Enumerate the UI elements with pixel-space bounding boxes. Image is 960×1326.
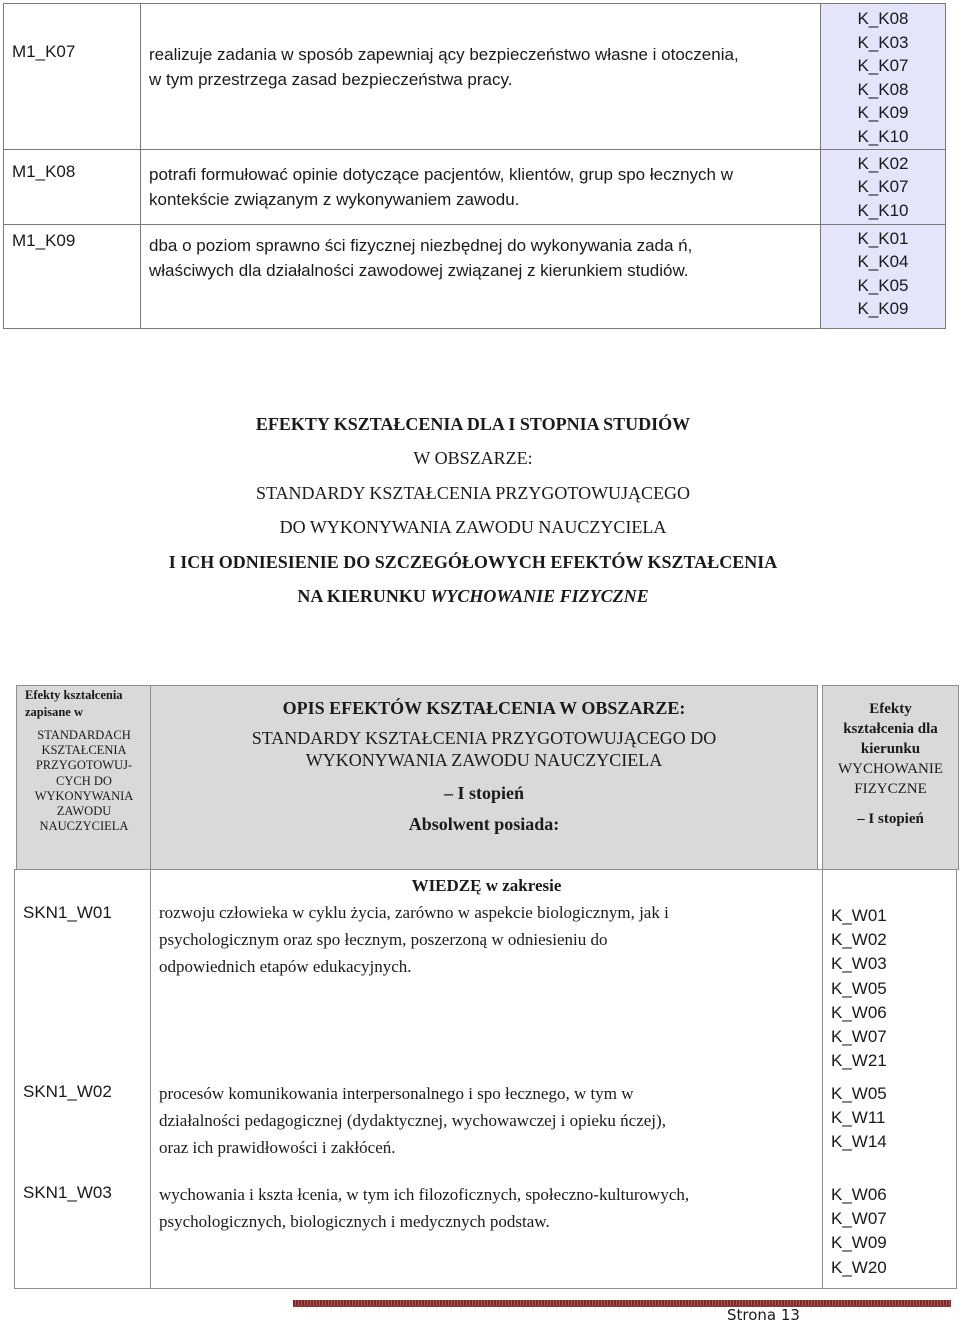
knowledge-table xyxy=(14,869,957,1289)
code-text: SKN1_W01 xyxy=(23,903,112,922)
description-line: procesów komunikowania interpersonalnego i spo łecznego, w tym w xyxy=(159,1084,634,1103)
page-number: Strona 13 xyxy=(727,1306,800,1324)
section-label-text: WIEDZĘ w zakresie xyxy=(411,876,562,895)
knowledge-section-label xyxy=(151,870,823,899)
header-field xyxy=(823,759,958,799)
row-refs xyxy=(823,1178,957,1288)
header-label-line: Efekty kształcenia xyxy=(25,688,123,702)
header-outcomes-line: kierunku xyxy=(860,741,921,757)
description-line: psychologicznym oraz spo łecznym, poszerzoną w odniesieniu do xyxy=(159,930,608,949)
ref-code: K_K05 xyxy=(857,275,909,295)
header-sublabel xyxy=(17,728,151,834)
row-description xyxy=(141,224,821,328)
ref-code: K_K09 xyxy=(857,299,909,319)
footer-rule-underline xyxy=(293,1305,951,1307)
header-sublabel-line: WYKONYWANIA xyxy=(34,788,134,803)
ref-code: K_W20 xyxy=(831,1257,887,1277)
description-line: odpowiednich etapów edukacyjnych. xyxy=(159,957,412,976)
code-text: M1_K07 xyxy=(12,42,76,61)
header-outcomes-line: Efekty xyxy=(869,701,912,717)
ref-code: K_W06 xyxy=(831,1185,887,1204)
degree-level: – I stopień xyxy=(857,811,924,827)
row-description xyxy=(141,149,821,224)
row-code xyxy=(4,224,141,328)
heading-line: EFEKTY KSZTAŁCENIA DLA I STOPNIA STUDIÓW xyxy=(255,414,691,434)
row-code xyxy=(15,1079,151,1178)
ref-code: K_W05 xyxy=(831,978,887,998)
row-code xyxy=(15,870,151,1080)
header-subtitle-line: WYKONYWANIA ZAWODU NAUCZYCIELA xyxy=(305,750,663,770)
heading-line xyxy=(0,579,946,613)
header-description-column xyxy=(150,685,818,870)
heading-line: DO WYKONYWANIA ZAWODU NAUCZYCIELA xyxy=(279,517,667,538)
ref-code: K_K09 xyxy=(857,103,909,123)
heading-line: I ICH ODNIESIENIE DO SZCZEGÓŁOWYCH EFEKTÓW KSZTAŁCENIA xyxy=(168,551,778,572)
header-outcomes-label xyxy=(823,699,958,759)
degree-level: – I stopień xyxy=(443,783,524,803)
header-title: OPIS EFEKTÓW KSZTAŁCENIA W OBSZARZE: xyxy=(282,698,686,718)
section-heading xyxy=(0,407,946,613)
header-label xyxy=(17,686,151,721)
description-line: potrafi formułować opinie dotyczące pacjentów, klientów, grup spo łecznych w xyxy=(149,164,733,184)
ref-code: K_W06 xyxy=(831,1002,887,1022)
description-line: kontekście związanym z wykonywaniem zawodu. xyxy=(149,189,520,209)
header-standards-column xyxy=(16,685,152,870)
row-description xyxy=(151,898,823,1079)
code-text: SKN1_W03 xyxy=(23,1183,112,1202)
header-sublabel-line: ZAWODU xyxy=(56,804,112,819)
ref-code: K_K08 xyxy=(857,79,909,99)
row-refs xyxy=(821,149,946,224)
ref-code: K_W01 xyxy=(831,906,887,925)
description-line: dba o poziom sprawno ści fizycznej niezbędnej do wykonywania zada ń, xyxy=(149,235,693,255)
ref-code: K_K07 xyxy=(857,56,909,76)
header-label-line: zapisane w xyxy=(25,705,83,719)
description-line: psychologicznych, biologicznych i medycznych podstaw. xyxy=(159,1212,550,1231)
ref-code: K_W14 xyxy=(831,1132,887,1152)
ref-code: K_K08 xyxy=(857,9,909,28)
heading-line: STANDARDY KSZTAŁCENIA PRZYGOTOWUJĄCEGO xyxy=(255,482,691,503)
ref-code: K_W11 xyxy=(831,1108,886,1128)
description-line: wychowania i kszta łcenia, w tym ich filozoficznych, społeczno-kulturowych, xyxy=(159,1185,690,1204)
ref-code: K_W21 xyxy=(831,1051,887,1071)
ref-code: K_K10 xyxy=(857,200,909,220)
row-refs xyxy=(823,1079,957,1178)
header-sublabel-line: CYCH DO xyxy=(56,773,112,788)
row-description xyxy=(141,4,821,150)
row-refs xyxy=(821,224,946,328)
row-refs xyxy=(821,4,946,150)
ref-code: K_W02 xyxy=(831,930,887,950)
graduate-label: Absolwent posiada: xyxy=(408,814,560,834)
description-line: rozwoju człowieka w cyklu życia, zarówno w aspekcie biologicznym, jak i xyxy=(159,903,669,922)
ref-code: K_W09 xyxy=(831,1233,887,1253)
header-field-line: WYCHOWANIE xyxy=(838,761,943,777)
code-text: SKN1_W02 xyxy=(23,1082,112,1101)
header-field-line: FIZYCZNE xyxy=(854,781,927,797)
header-outcomes-column xyxy=(822,685,959,870)
header-subtitle-line: STANDARDY KSZTAŁCENIA PRZYGOTOWUJĄCEGO DO xyxy=(251,728,717,748)
description-line: właściwych dla działalności zawodowej związanej z kierunkiem studiów. xyxy=(149,260,689,280)
ref-code: K_W07 xyxy=(831,1027,887,1047)
row-description xyxy=(151,1178,823,1288)
field-of-study: WYCHOWANIE FIZYCZNE xyxy=(430,586,649,607)
header-outcomes-line: kształcenia dla xyxy=(843,721,938,737)
row-refs xyxy=(823,870,957,1080)
ref-code: K_W05 xyxy=(831,1084,887,1103)
description-line: działalności pedagogicznej (dydaktycznej, wychowawczej i opieku ńczej), xyxy=(159,1111,666,1130)
ref-code: K_K03 xyxy=(857,32,909,52)
ref-code: K_K07 xyxy=(857,177,909,197)
header-sublabel-line: STANDARDACH xyxy=(37,728,131,742)
row-description xyxy=(151,1079,823,1178)
header-sublabel-line: KSZTAŁCENIA xyxy=(41,743,127,758)
row-code xyxy=(15,1178,151,1288)
row-code xyxy=(4,149,141,224)
header-sublabel-line: PRZYGOTOWUJ- xyxy=(35,758,133,773)
code-text: M1_K09 xyxy=(12,230,76,250)
ref-code: K_W03 xyxy=(831,954,887,974)
header-subtitle xyxy=(151,727,817,771)
ref-code: K_W07 xyxy=(831,1209,887,1229)
ref-code: K_K01 xyxy=(857,228,909,248)
competence-table xyxy=(3,3,946,329)
description-line: oraz ich prawidłowości i zakłóceń. xyxy=(159,1138,396,1157)
description-line: w tym przestrzega zasad bezpieczeństwa pracy. xyxy=(149,70,513,89)
ref-code: K_K10 xyxy=(857,126,909,146)
row-code xyxy=(4,4,141,150)
ref-code: K_K02 xyxy=(857,153,909,173)
heading-line: W OBSZARZE: xyxy=(413,448,533,469)
description-line: realizuje zadania w sposób zapewniaj ący bezpieczeństwo własne i otoczenia, xyxy=(149,45,739,64)
ref-code: K_K04 xyxy=(857,252,909,272)
header-sublabel-line: NAUCZYCIELA xyxy=(39,819,129,834)
heading-prefix: NA KIERUNKU xyxy=(297,586,431,607)
code-text: M1_K08 xyxy=(12,161,76,181)
